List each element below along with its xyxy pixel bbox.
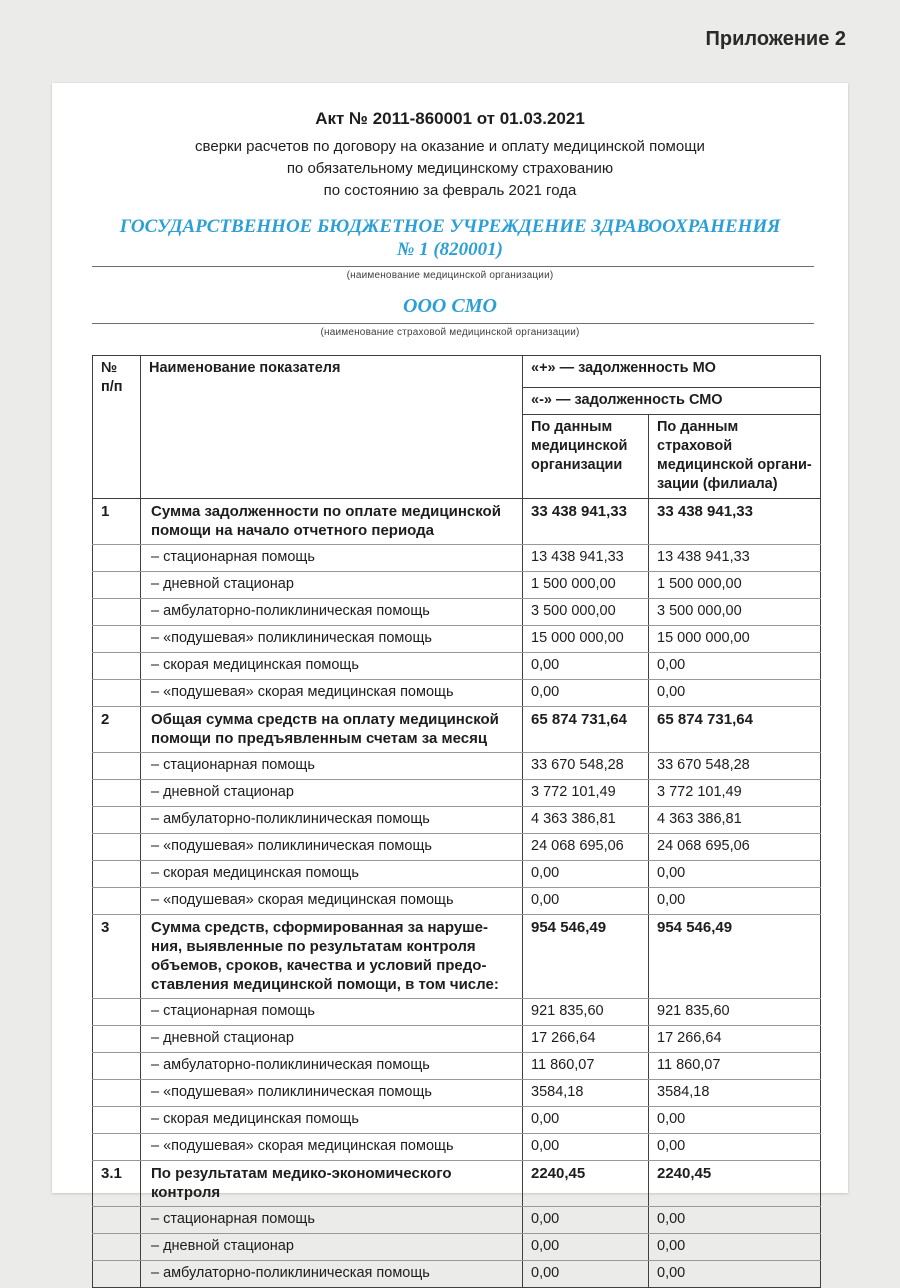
indicator-cell: – «подушевая» скорая медицинская помощь (141, 680, 523, 707)
indicator-cell: – скорая медицинская помощь (141, 861, 523, 888)
medical-org-name (52, 215, 848, 261)
mo-value-cell: 0,00 (523, 1234, 649, 1261)
table-row (93, 499, 821, 545)
row-number-cell (93, 1207, 141, 1234)
row-number-cell (93, 888, 141, 915)
row-number-cell: 3 (93, 915, 141, 999)
smo-value-cell: 0,00 (649, 861, 821, 888)
indicator-cell: Сумма задолженности по оплате медицинской помощи на начало отчетного периода (141, 499, 523, 545)
indicator-cell: – «подушевая» поликлиническая помощь (141, 626, 523, 653)
smo-value-cell: 65 874 731,64 (649, 707, 821, 753)
row-number-cell (93, 572, 141, 599)
smo-value-cell: 11 860,07 (649, 1053, 821, 1080)
table-row (93, 1234, 821, 1261)
row-number-cell (93, 1261, 141, 1288)
smo-value-cell: 0,00 (649, 888, 821, 915)
row-number-cell (93, 753, 141, 780)
row-number-cell (93, 626, 141, 653)
table-row (93, 572, 821, 599)
indicator-cell: – скорая медицинская помощь (141, 1107, 523, 1134)
row-number-cell: 1 (93, 499, 141, 545)
insurance-org-signature-line (92, 323, 814, 324)
table-row (93, 653, 821, 680)
indicator-cell: – стационарная помощь (141, 999, 523, 1026)
table-row (93, 1053, 821, 1080)
insurance-org-name: ООО СМО (403, 295, 497, 317)
row-number-cell: 3.1 (93, 1161, 141, 1207)
smo-value-cell: 0,00 (649, 1234, 821, 1261)
smo-value-cell: 0,00 (649, 680, 821, 707)
table-row (93, 1107, 821, 1134)
header-cell-legend-minus: «-» — задолженность СМО (523, 388, 821, 415)
mo-value-cell: 0,00 (523, 861, 649, 888)
row-number-cell (93, 834, 141, 861)
mo-value-cell: 4 363 386,81 (523, 807, 649, 834)
smo-value-cell: 0,00 (649, 1107, 821, 1134)
table-row (93, 1207, 821, 1234)
table-row (93, 888, 821, 915)
table-row (93, 1026, 821, 1053)
mo-value-cell: 17 266,64 (523, 1026, 649, 1053)
smo-value-cell: 15 000 000,00 (649, 626, 821, 653)
indicator-cell: – амбулаторно-поликлиническая помощь (141, 599, 523, 626)
smo-value-cell: 17 266,64 (649, 1026, 821, 1053)
appendix-label: Приложение 2 (705, 28, 846, 50)
row-number-cell (93, 1026, 141, 1053)
smo-value-cell: 4 363 386,81 (649, 807, 821, 834)
medical-org-name-line-2: № 1 (820001) (396, 239, 504, 260)
smo-value-cell: 3584,18 (649, 1080, 821, 1107)
indicator-cell: Сумма средств, сформированная за нарушения, выявленные по результатам контроля объемов, сроков, качества и условий предоставления медицинской помощи, в том числе: (141, 915, 523, 999)
smo-value-cell: 33 670 548,28 (649, 753, 821, 780)
indicator-cell: – дневной стационар (141, 1234, 523, 1261)
mo-value-cell: 33 438 941,33 (523, 499, 649, 545)
row-number-cell (93, 780, 141, 807)
row-number-cell (93, 680, 141, 707)
indicator-cell: Общая сумма средств на оплату медицинской помощи по предъявленным счетам за месяц (141, 707, 523, 753)
act-subtitle-line-1: сверки расчетов по договору на оказание и оплату медицинской помощи (195, 138, 705, 155)
smo-value-cell: 0,00 (649, 653, 821, 680)
medical-org-caption: (наименование медицинской организации) (346, 270, 554, 281)
smo-value-cell: 0,00 (649, 1207, 821, 1234)
table-row (93, 1261, 821, 1288)
mo-value-cell: 0,00 (523, 653, 649, 680)
row-number-cell (93, 1080, 141, 1107)
document-header (52, 109, 848, 202)
document-page (52, 83, 848, 1281)
row-number-cell (93, 1134, 141, 1161)
mo-value-cell: 0,00 (523, 888, 649, 915)
mo-value-cell: 15 000 000,00 (523, 626, 649, 653)
mo-value-cell: 65 874 731,64 (523, 707, 649, 753)
mo-value-cell: 0,00 (523, 1107, 649, 1134)
mo-value-cell: 11 860,07 (523, 1053, 649, 1080)
smo-value-cell: 3 500 000,00 (649, 599, 821, 626)
row-number-cell (93, 807, 141, 834)
mo-value-cell: 0,00 (523, 1207, 649, 1234)
row-number-cell (93, 1107, 141, 1134)
indicator-cell: – «подушевая» скорая медицинская помощь (141, 1134, 523, 1161)
smo-value-cell: 0,00 (649, 1134, 821, 1161)
mo-value-cell: 3 500 000,00 (523, 599, 649, 626)
medical-org-signature-line (92, 266, 814, 267)
table-body (93, 499, 821, 1288)
row-number-cell (93, 999, 141, 1026)
table-row (93, 626, 821, 653)
table-row (93, 780, 821, 807)
mo-value-cell: 24 068 695,06 (523, 834, 649, 861)
table-row (93, 807, 821, 834)
reconciliation-table (92, 355, 821, 1288)
table-row (93, 1134, 821, 1161)
mo-value-cell: 3 772 101,49 (523, 780, 649, 807)
table-row (93, 753, 821, 780)
mo-value-cell: 954 546,49 (523, 915, 649, 999)
mo-value-cell: 921 835,60 (523, 999, 649, 1026)
indicator-cell: – дневной стационар (141, 572, 523, 599)
mo-value-cell: 0,00 (523, 680, 649, 707)
indicator-cell: – дневной стационар (141, 1026, 523, 1053)
row-number-cell (93, 861, 141, 888)
header-cell-by-smo: По данным страховой медицинской организации (филиала) (649, 415, 821, 499)
indicator-cell: – «подушевая» скорая медицинская помощь (141, 888, 523, 915)
smo-value-cell: 1 500 000,00 (649, 572, 821, 599)
table-row (93, 915, 821, 999)
header-cell-indicator: Наименование показателя (141, 356, 523, 499)
row-number-cell (93, 653, 141, 680)
row-number-cell (93, 1053, 141, 1080)
row-number-cell (93, 545, 141, 572)
indicator-cell: – дневной стационар (141, 780, 523, 807)
indicator-cell: – «подушевая» поликлиническая помощь (141, 1080, 523, 1107)
smo-value-cell: 921 835,60 (649, 999, 821, 1026)
table-row (93, 707, 821, 753)
smo-value-cell: 33 438 941,33 (649, 499, 821, 545)
mo-value-cell: 2240,45 (523, 1161, 649, 1207)
row-number-cell (93, 1234, 141, 1261)
indicator-cell: – скорая медицинская помощь (141, 653, 523, 680)
table-row (93, 680, 821, 707)
smo-value-cell: 13 438 941,33 (649, 545, 821, 572)
table-row (93, 834, 821, 861)
mo-value-cell: 0,00 (523, 1134, 649, 1161)
header-cell-by-mo: По данным медицинской организации (523, 415, 649, 499)
mo-value-cell: 1 500 000,00 (523, 572, 649, 599)
mo-value-cell: 33 670 548,28 (523, 753, 649, 780)
header-cell-legend-plus: «+» — задолженность МО (523, 356, 821, 388)
indicator-cell: – стационарная помощь (141, 545, 523, 572)
mo-value-cell: 0,00 (523, 1261, 649, 1288)
act-subtitle-line-2: по обязательному медицинскому страхованию (286, 160, 614, 177)
table-row (93, 1080, 821, 1107)
act-title: Акт № 2011-860001 от 01.03.2021 (315, 109, 585, 128)
medical-org-name-line-1: ГОСУДАРСТВЕННОЕ БЮДЖЕТНОЕ УЧРЕЖДЕНИЕ ЗДРАВООХРАНЕНИЯ (119, 216, 781, 237)
smo-value-cell: 2240,45 (649, 1161, 821, 1207)
table-row (93, 545, 821, 572)
table-row (93, 599, 821, 626)
act-subtitle-line-3: по состоянию за февраль 2021 года (323, 182, 577, 199)
row-number-cell (93, 599, 141, 626)
mo-value-cell: 13 438 941,33 (523, 545, 649, 572)
row-number-cell: 2 (93, 707, 141, 753)
indicator-cell: – амбулаторно-поликлиническая помощь (141, 1261, 523, 1288)
table-row (93, 861, 821, 888)
indicator-cell: – стационарная помощь (141, 1207, 523, 1234)
smo-value-cell: 24 068 695,06 (649, 834, 821, 861)
indicator-cell: – амбулаторно-поликлиническая помощь (141, 807, 523, 834)
table-header (93, 356, 821, 499)
table-row (93, 999, 821, 1026)
insurance-org-caption: (наименование страховой медицинской организации) (320, 327, 580, 338)
smo-value-cell: 3 772 101,49 (649, 780, 821, 807)
indicator-cell: – «подушевая» поликлиническая помощь (141, 834, 523, 861)
smo-value-cell: 954 546,49 (649, 915, 821, 999)
indicator-cell: По результатам медико-экономического контроля (141, 1161, 523, 1207)
indicator-cell: – стационарная помощь (141, 753, 523, 780)
mo-value-cell: 3584,18 (523, 1080, 649, 1107)
smo-value-cell: 0,00 (649, 1261, 821, 1288)
header-cell-num: № п/п (93, 356, 141, 499)
indicator-cell: – амбулаторно-поликлиническая помощь (141, 1053, 523, 1080)
